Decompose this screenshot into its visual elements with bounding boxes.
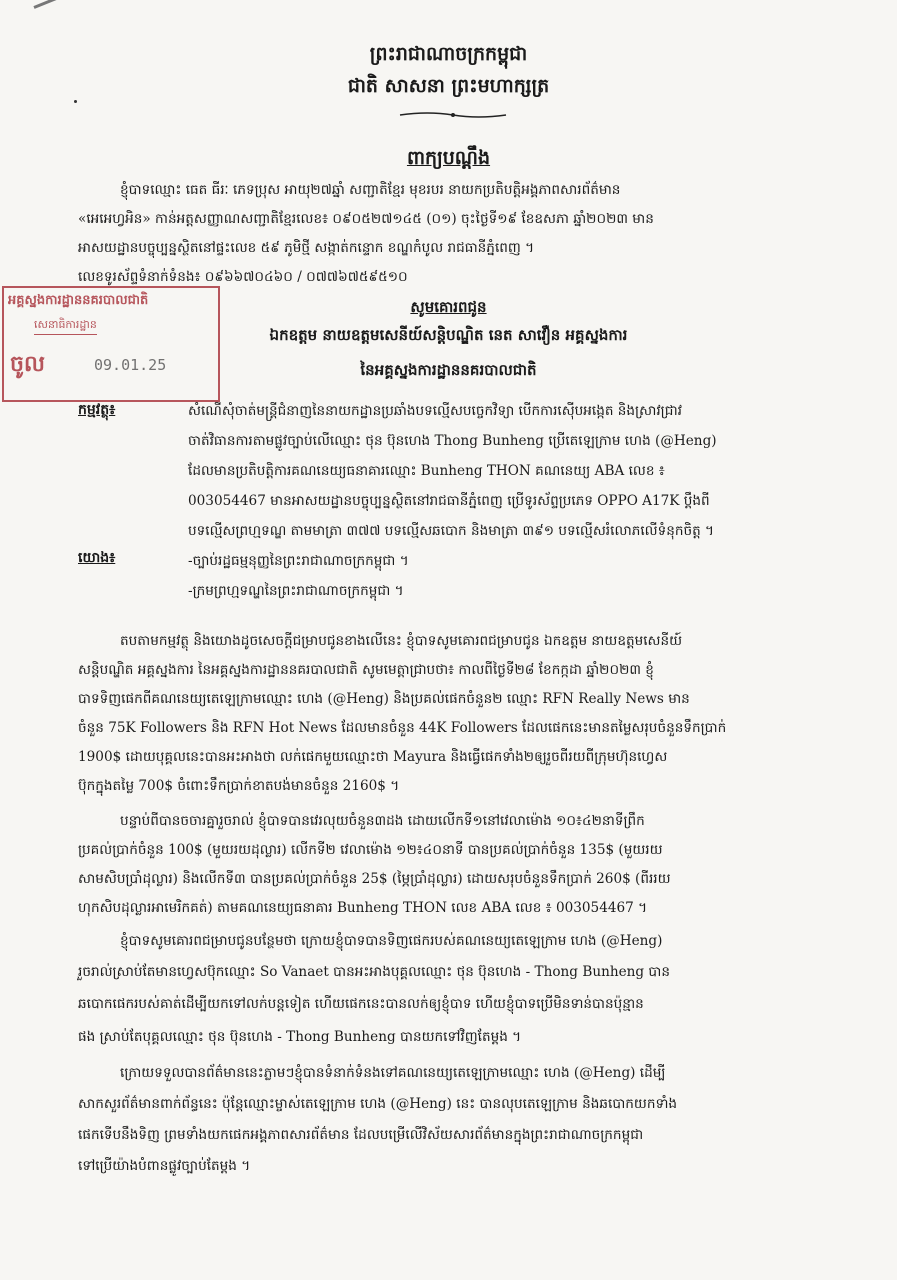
body-line: ទៅប្រើយ៉ាងបំពានផ្លូវច្បាប់តែម្តង ។ (78, 1158, 251, 1174)
document-title: ពាក្យបណ្តឹង (406, 147, 491, 169)
body-line: ហុកសិបដុល្លារអាមេរិកគត់) តាមគណនេយ្យធនាគារ Bunheng THON លេខ ABA លេខ ៖ 003054467 ។ (78, 900, 648, 916)
body-line: ប៊ុកក្នុងតម្លៃ 700$ ចំពោះទឹកប្រាក់ខាតបង់មានចំនួន 2160$ ។ (78, 778, 400, 794)
intro-line: អាសយដ្ឋានបច្ចុប្បន្នស្ថិតនៅផ្ទះលេខ ៥៩ ភូមិថ្មី សង្កាត់កន្ទោក ខណ្ឌកំបូល រាជធានីភ្នំពេញ ។ (78, 240, 535, 256)
subject-line: ចាត់វិធានការតាមផ្លូវច្បាប់លើឈ្មោះ ថុន ប៊ុនហេង Thong Bunheng ប្រើតេឡេក្រាម ហេង (@Heng) (188, 433, 717, 449)
body-line: 1900$ ដោយបុគ្គលនេះបានអះអាងថា លក់ផេកមួយឈ្មោះថា Mayura និងធ្វើផេកទាំង២ឲ្យរួចពីរយពីក្រុមហ៊ុនហ្វេស (78, 749, 668, 765)
reference-line: -ក្រមព្រហ្មទណ្ឌនៃព្រះរាជាណាចក្រកម្ពុជា ។ (188, 583, 404, 599)
addressee-heading: សូមគោរពជូន (410, 298, 487, 316)
intro-line: លេខទូរស័ព្ទទំនាក់ទំនង៖ ០៩៦៦៧០៤៦០ / ០៧៧៦៧៥៩៥១០ (78, 269, 408, 285)
body-line: ផង ស្រាប់តែបុគ្គលឈ្មោះ ថុន ប៊ុនហេង - Thong Bunheng បានយកទៅវិញតែម្តង ។ (78, 1029, 522, 1045)
stamp-subtitle: សេនាធិការដ្ឋាន (34, 318, 97, 335)
body-line: ឆបោកផេករបស់គាត់ដើម្បីយកទៅលក់បន្តទៀត ហើយផេកនេះបានលក់ឲ្យខ្ញុំបាទ ហើយខ្ញុំបាទប្រើមិនទាន់បានប៉ុន្មាន (78, 996, 644, 1012)
addressee-line: នៃអគ្គស្នងការដ្ឋាននគរបាលជាតិ (360, 361, 537, 379)
kingdom-heading: ព្រះរាជាណាចក្រកម្ពុជា (369, 43, 528, 65)
body-line: ប្រគល់ប្រាក់ចំនួន 100$ (មួយរយដុល្លារ) លើកទី២ វេលាម៉ោង ១២៖៤០នាទី បានប្រគល់ប្រាក់ចំនួន 135$ (មួយរយ (78, 842, 663, 858)
intro-line: «អេអេហ្វអិន» កាន់អត្តសញ្ញាណសញ្ជាតិខ្មែរលេខ៖ ០៩០៥២៧១៤៥ (០១) ចុះថ្ងៃទី១៩ ខែឧសភា ឆ្នាំ២០២៣ មាន (78, 211, 654, 227)
subject-label: កម្មវត្ថុ៖ (78, 402, 116, 418)
ornament-divider (398, 110, 508, 120)
intro-line: ខ្ញុំបាទឈ្មោះ ធេត ធីរៈ ភេទប្រុស អាយុ២៧ឆ្នាំ សញ្ជាតិខ្មែរ មុខរបរ នាយកប្រតិបត្តិអង្គភាពសារព័ត៌មាន (120, 182, 621, 198)
stamp-received-word: ចូល (10, 352, 45, 377)
stamp-title: អគ្គស្នងការដ្ឋាននគរបាលជាតិ (8, 293, 149, 308)
subject-line: 003054467 មានអាសយដ្ឋានបច្ចុប្បន្នស្ថិតនៅរាជធានីភ្នំពេញ ប្រើទូរស័ព្ទប្រភេទ OPPO A17K ប្តឹងពី (188, 493, 710, 509)
reference-label: យោង៖ (78, 550, 116, 566)
body-line: ក្រោយទទួលបានព័ត៌មាននេះភ្លាមៗខ្ញុំបានទំនាក់ទំនងទៅគណនេយ្យតេឡេក្រាមឈ្មោះ ហេង (@Heng) ដើម្បី (120, 1065, 666, 1081)
addressee-line: ឯកឧត្តម នាយឧត្តមសេនីយ៍សន្តិបណ្ឌិត នេត សាវឿន អគ្គស្នងការ (269, 326, 628, 344)
body-line: សន្តិបណ្ឌិត អគ្គស្នងការ នៃអគ្គស្នងការដ្ឋាននគរបាលជាតិ សូមមេត្តាជ្រាបថា៖ កាលពីថ្ងៃទី២៨ ខែកក្កដា ឆ្នាំ២០២៣ ខ្ញុំ (78, 662, 654, 678)
reference-line: -ច្បាប់រដ្ឋធម្មនុញ្ញនៃព្រះរាជាណាចក្រកម្ពុជា ។ (188, 553, 409, 569)
body-line: រួចរាល់ស្រាប់តែមានហ្វេសប៊ុកឈ្មោះ So Vanaet បានអះអាងបុគ្គលឈ្មោះ ថុន ប៊ុនហេង - Thong Bunheng បាន (78, 964, 670, 980)
body-line: បាទទិញផេកពីគណនេយ្យតេឡេក្រាមឈ្មោះ ហេង (@Heng) និងប្រគល់ផេកចំនួន២ ឈ្មោះ RFN Really News មាន (78, 691, 690, 707)
body-line: តបតាមកម្មវត្ថុ និងយោងដូចសេចក្តីជម្រាបជូនខាងលើនេះ ខ្ញុំបាទសូមគោរពជម្រាបជូន ឯកឧត្តម នាយឧត្តមសេនីយ៍ (120, 633, 683, 649)
body-line: បន្ទាប់ពីបានចចារគ្នារួចរាល់ ខ្ញុំបាទបានវេរលុយចំនួន៣ដង ដោយលើកទី១នៅវេលាម៉ោង ១០៖៤២នាទីព្រឹក (120, 813, 645, 829)
body-line: សាមសិបប្រាំដុល្លារ) និងលើកទី៣ បានប្រគល់ប្រាក់ចំនួន 25$ (ម្ភៃប្រាំដុល្លារ) ដោយសរុបចំនួនទឹកប្រាក់ 260$ (ពីររយ (78, 871, 671, 887)
motto-heading: ជាតិ សាសនា ព្រះមហាក្សត្រ (347, 75, 550, 97)
body-line: ខ្ញុំបាទសូមគោរពជម្រាបជូនបន្ថែមថា ក្រោយខ្ញុំបាទបានទិញផេករបស់គណនេយ្យតេឡេក្រាម ហេង (@Heng) (120, 933, 663, 949)
body-line: ផេកទើបនឹងទិញ ព្រមទាំងយកផេកអង្គភាពសារព័ត៌មាន ដែលបម្រើលើវិស័យសារព័ត៌មានក្នុងព្រះរាជាណាចក្រកម្ពុជា (78, 1127, 644, 1143)
body-line: ចំនួន 75K Followers និង RFN Hot News ដែលមានចំនួន 44K Followers ដែលផេកនេះមានតម្លៃសរុបចំនួនទឹកប្រាក់ (78, 720, 727, 736)
body-line: សាកសួរព័ត៌មានពាក់ព័ន្ធនេះ ប៉ុន្តែឈ្មោះម្ចាស់តេឡេក្រាម ហេង (@Heng) នេះ បានលុបតេឡេក្រាម និងឆបោកយកទាំង (78, 1096, 678, 1112)
subject-line: បទល្មើសព្រហ្មទណ្ឌ តាមមាត្រា ៣៧៧ បទល្មើសឆបោក និងមាត្រា ៣៩១ បទល្មើសរំលោភលើទំនុកចិត្ត ។ (188, 523, 715, 539)
stamp-date: 09.01.25 (94, 356, 167, 374)
pen-mark (33, 0, 75, 9)
subject-line: សំណើសុំចាត់មន្ត្រីជំនាញនៃនាយកដ្ឋានប្រឆាំងបទល្មើសបច្ចេកវិទ្យា បើកការស៊ើបអង្កេត និងស្រាវជ្រាវ (188, 403, 682, 419)
subject-line: ដែលមានប្រតិបត្តិការគណនេយ្យធនាគារឈ្មោះ Bunheng THON គណនេយ្យ ABA លេខ ៖ (188, 463, 665, 479)
